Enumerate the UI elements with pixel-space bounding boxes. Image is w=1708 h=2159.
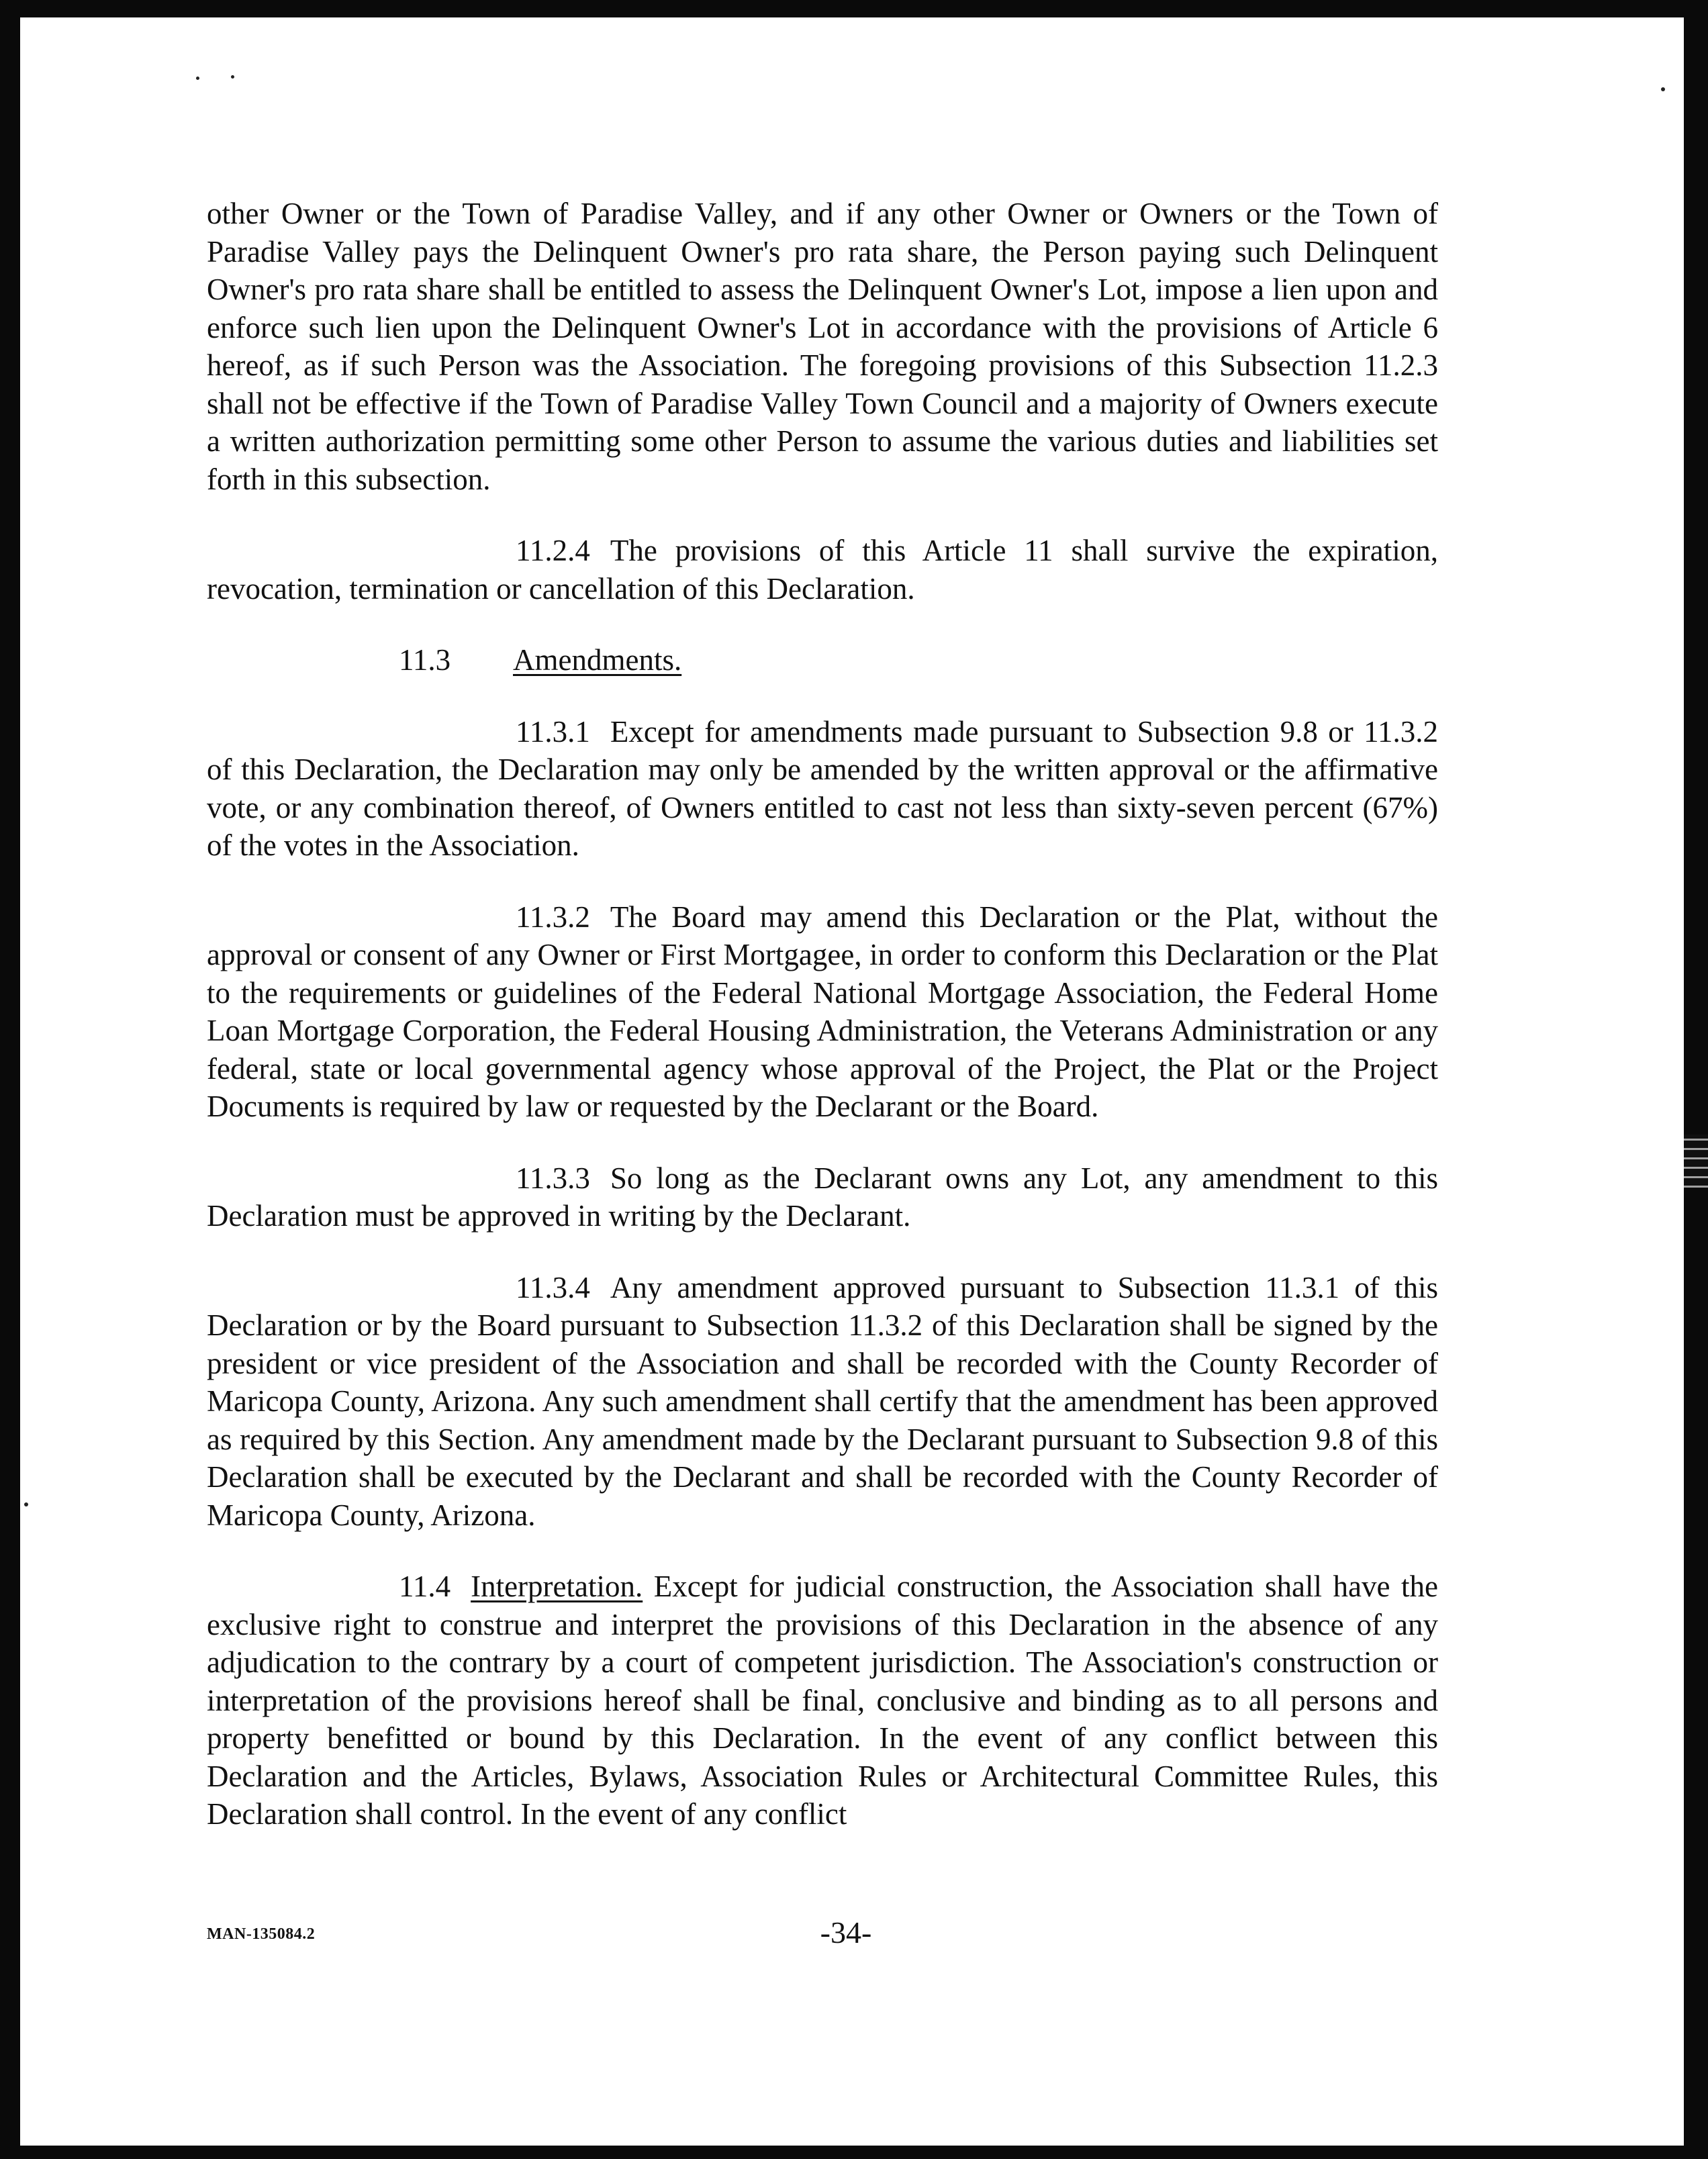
- subsection-11-3-3: [207, 1159, 1438, 1235]
- section-title: Amendments.: [513, 643, 682, 677]
- page-number: -34-: [820, 1915, 872, 1950]
- subsection-number: 11.3.4: [516, 1270, 590, 1304]
- scan-speck: [24, 1502, 28, 1506]
- scan-speck: [231, 75, 234, 79]
- scan-speck: [1661, 87, 1665, 91]
- paragraph-continuation: other Owner or the Town of Paradise Valley, and if any other Owner or Owners or the Town of Paradise Valley pays the Delinquent Owner's pro rata share, the Person paying such Delinquent Owner's pro rata share shall be entitled to assess the Delinquent Owner's Lot, impose a lien upon and enforce such lien upon the Delinquent Owner's Lot in accordance with the provisions of Article 6 hereof, as if such Person was the Association. The foregoing provisions of this Subsection 11.2.3 shall not be effective if the Town of Paradise Valley Town Council and a majority of Owners execute a written authorization permitting some other Person to assume the various duties and liabilities set forth in this subsection.: [207, 197, 1438, 496]
- subsection-11-3-4: [207, 1269, 1438, 1535]
- scan-speck: [196, 77, 199, 80]
- subsection-number: 11.3.1: [516, 714, 590, 749]
- section-spacer: [643, 1570, 654, 1603]
- section-title: Interpretation.: [471, 1570, 643, 1603]
- section-number: 11.4: [399, 1570, 451, 1603]
- subsection-11-3-2: [207, 898, 1438, 1126]
- section-text: Except for judicial construction, the Association shall have the exclusive right to construe and interpret the provisions of this Declaration in the absence of any adjudication to the contrary by a court of competent jurisdiction. The Association's construction or interpretation of the provisions hereof shall be final, conclusive and binding as to all persons and property benefitted or bound by this Declaration. In the event of any conflict between this Declaration and the Articles, Bylaws, Association Rules or Architectural Committee Rules, this Declaration shall control. In the event of any conflict: [207, 1570, 1439, 1831]
- subsection-text: The provisions of this Article 11 shall survive the expiration, revocation, termination or cancellation of this Declaration.: [207, 534, 1438, 606]
- section-11-4: [207, 1568, 1438, 1833]
- subsection-text: So long as the Declarant owns any Lot, any amendment to this Declaration must be approved in writing by the Declarant.: [207, 1161, 1438, 1233]
- scan-edge-noise: [1681, 1135, 1708, 1188]
- document-code: MAN-135084.2: [207, 1925, 316, 1943]
- subsection-text: The Board may amend this Declaration or the Plat, without the approval or consent of any Owner or First Mortgagee, in order to conform this Declaration or the Plat to the requirements or guidelines of the Federal National Mortgage Association, the Federal Home Loan Mortgage Corporation, the Federal Housing Administration, the Veterans Administration or any federal, state or local governmental agency whose approval of the Project, the Plat or the Project Documents is required by law or requested by the Declarant or the Board.: [207, 900, 1438, 1123]
- subsection-number: 11.3.2: [516, 900, 590, 934]
- subsection-number: 11.3.3: [516, 1161, 590, 1195]
- section-number: 11.3: [399, 643, 451, 677]
- section-11-3-heading: [207, 641, 1438, 679]
- subsection-11-2-4: [207, 532, 1438, 608]
- subsection-11-3-1: [207, 713, 1438, 865]
- document-body: [207, 195, 1438, 1833]
- subsection-text: Any amendment approved pursuant to Subsection 11.3.1 of this Declaration or by the Board pursuant to Subsection 11.3.2 of this Declaration shall be signed by the president or vice president of the Association and shall be recorded with the County Recorder of Maricopa County, Arizona. Any such amendment shall certify that the amendment has been approved as required by this Section. Any amendment made by the Declarant pursuant to Subsection 9.8 of this Declaration shall be executed by the Declarant and shall be recorded with the County Recorder of Maricopa County, Arizona.: [207, 1270, 1438, 1532]
- subsection-number: 11.2.4: [516, 534, 590, 567]
- subsection-text: Except for amendments made pursuant to Subsection 9.8 or 11.3.2 of this Declaration, the Declaration may only be amended by the written approval or the affirmative vote, or any combination thereof, of Owners entitled to cast not less than sixty-seven percent (67%) of the votes in the Association.: [207, 714, 1438, 862]
